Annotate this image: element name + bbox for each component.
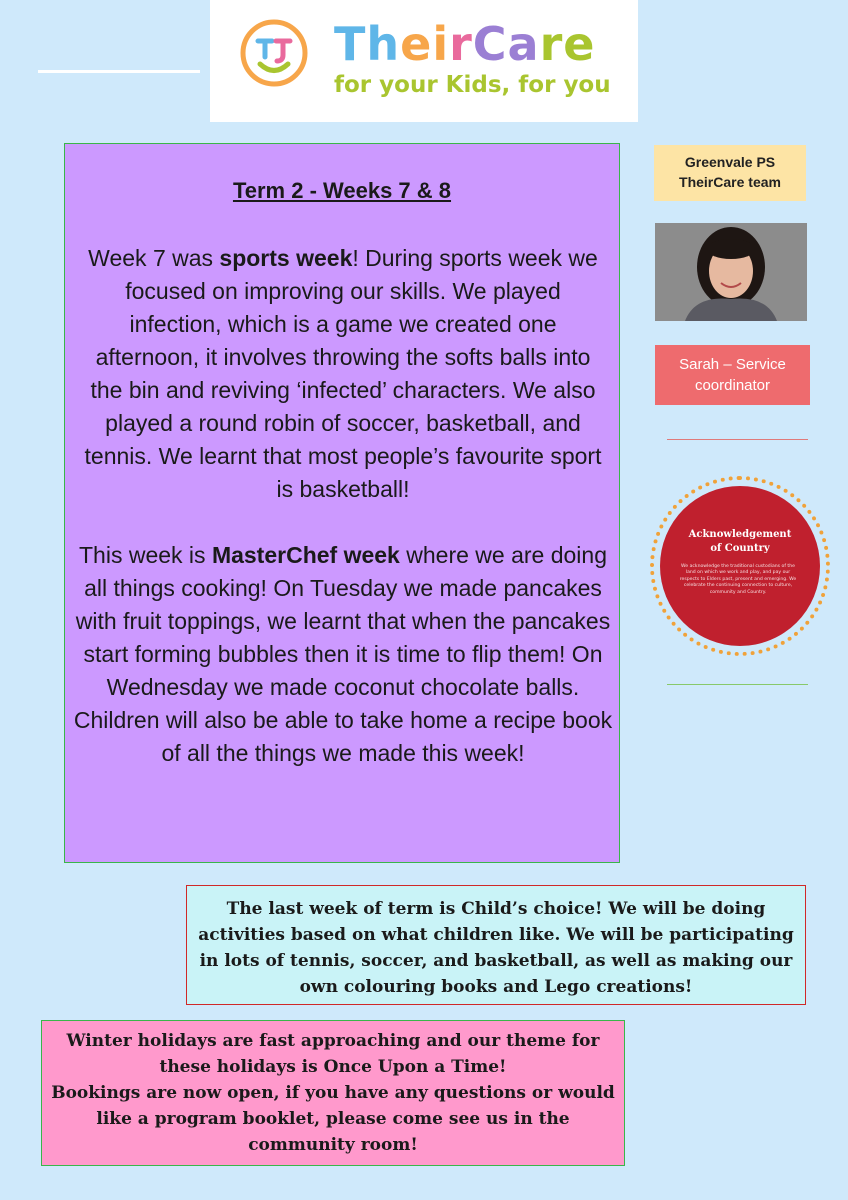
sidebar-divider — [667, 439, 808, 440]
acknowledgement-text: We acknowledge the traditional custodians of the land on which we work and play, and pay our respects to Elders past, present and emerging. We celebrate the continuing connection to culture, community and Country. — [679, 564, 797, 595]
paragraph-text: Week 7 was — [88, 245, 220, 271]
theircare-logo-icon — [238, 17, 310, 89]
winter-theme-text: Winter holidays are fast approaching and our theme for these holidays is Once Upon a Time! — [66, 1031, 600, 1077]
header-divider — [38, 70, 200, 73]
acknowledgement-of-country-badge — [650, 476, 830, 656]
acknowledgement-title — [660, 528, 820, 556]
acknowledgement-title-line: Acknowledgement — [688, 529, 792, 540]
team-school: Greenvale PS — [684, 154, 776, 170]
brand-tagline: for your Kids, for you — [334, 72, 611, 98]
team-label — [654, 145, 806, 201]
team-name: TheirCare team — [679, 174, 781, 190]
logo-banner — [210, 0, 638, 122]
bookings-text: Bookings are now open, if you have any questions or would like a program booklet, please come see us in the community room! — [51, 1083, 615, 1155]
weekly-update-panel — [64, 143, 620, 863]
acknowledgement-title-line: of Country — [710, 543, 770, 554]
staff-role: coordinator — [694, 377, 771, 394]
staff-name-label — [655, 345, 810, 405]
sidebar-divider — [667, 684, 808, 685]
paragraph-text: where we are doing all things cooking! On Tuesday we made pancakes with fruit toppings, we learnt that when the pancakes start forming bubbles then it is time to flip them! On Wednesday we made coconut chocolate balls. Children will also be able to take home a recipe book of all the things we made this week! — [73, 542, 613, 766]
winter-holidays-notice — [41, 1020, 625, 1166]
acknowledgement-inner — [660, 486, 820, 646]
staff-photo — [655, 223, 807, 321]
paragraph-text: ! During sports week we focused on improving our skills. We played infection, which is a game we created one afternoon, it involves throwing the softs balls into the bin and reviving ‘infected’ characters. We also played a round robin of soccer, basketball, and tennis. We learnt that most people’s favourite sport is basketball! — [84, 245, 602, 502]
brand-name: TheirCare — [334, 17, 596, 71]
staff-name: Sarah – Service — [679, 356, 786, 373]
paragraph-highlight: sports week — [219, 245, 353, 271]
sports-week-paragraph — [81, 242, 605, 506]
childs-choice-notice: The last week of term is Child’s choice! We will be doing activities based on what children like. We will be participating in lots of tennis, soccer, and basketball, as well as making our own colouring books and Lego creations! — [186, 885, 806, 1005]
masterchef-week-paragraph — [71, 539, 615, 770]
paragraph-highlight: MasterChef week — [211, 542, 400, 568]
update-title: Term 2 - Weeks 7 & 8 — [232, 178, 452, 203]
paragraph-text: This week is — [79, 542, 212, 568]
person-portrait-icon — [655, 223, 807, 321]
